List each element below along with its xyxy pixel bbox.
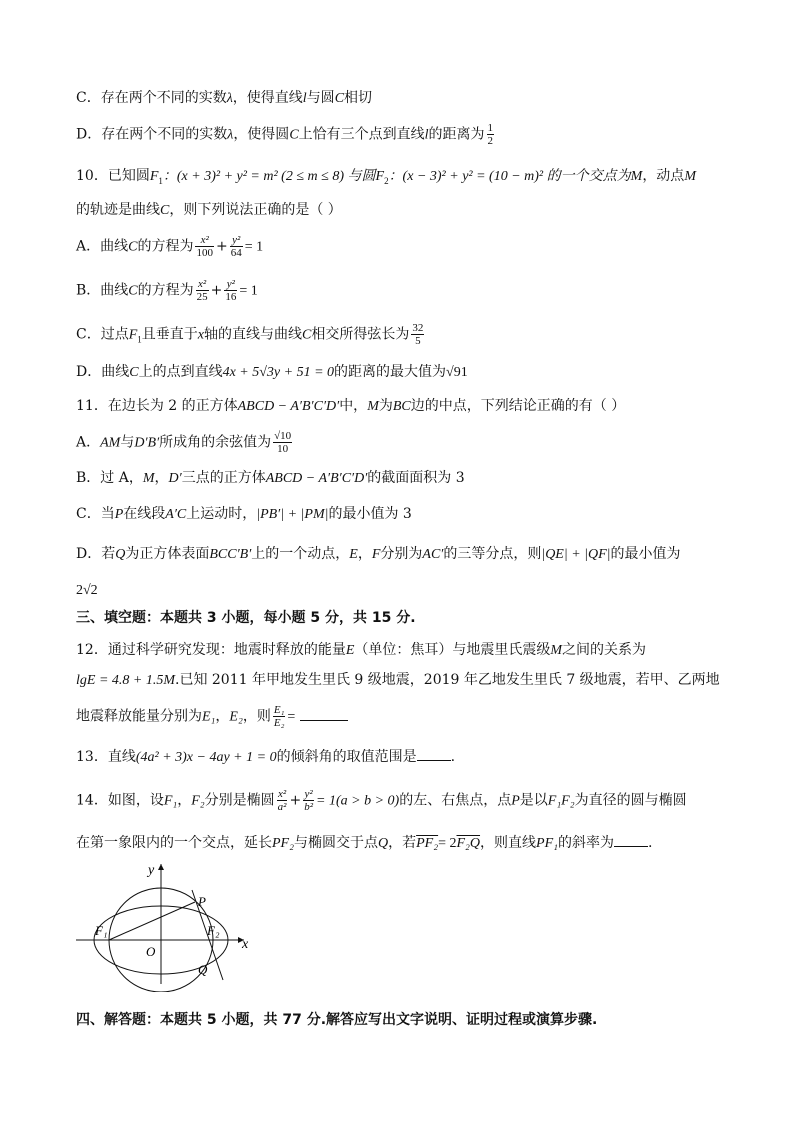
frac-den: a² xyxy=(277,801,287,813)
math: BCC′B′ xyxy=(209,547,252,562)
math: ：(x + 3)² + y² = m² (2 ≤ m ≤ 8) 与圆 xyxy=(162,169,376,184)
frac-num: x² xyxy=(195,234,214,247)
text: 12．通过科学研究发现：地震时释放的能量 xyxy=(76,642,346,658)
math: D′B′ xyxy=(134,435,160,451)
math: A′C xyxy=(165,507,187,522)
text: ， xyxy=(177,792,192,809)
math: E xyxy=(345,643,355,658)
q12-line3 xyxy=(76,704,734,729)
text: 的最小值为 xyxy=(610,546,681,562)
text: 的方程为 xyxy=(137,282,194,299)
fraction xyxy=(303,788,314,813)
frac-num: y² xyxy=(230,234,243,247)
text: 与圆 xyxy=(306,90,335,106)
text: ，则下列说法正确的是（ ） xyxy=(169,202,342,218)
text: 10．已知圆 xyxy=(76,168,150,184)
math: AM xyxy=(100,435,121,451)
frac-den: E₂ xyxy=(273,717,285,729)
frac-den: 16 xyxy=(225,291,237,303)
text: ，则直线 xyxy=(480,835,537,851)
section-3-title: 三、填空题：本题共 3 小题，每小题 5 分，共 15 分. xyxy=(76,610,416,626)
text: A．曲线 xyxy=(76,238,129,255)
math: F₁ xyxy=(163,793,178,809)
q9-option-d xyxy=(76,122,734,147)
fraction xyxy=(195,234,214,259)
math: AC′ xyxy=(422,547,444,562)
q10-stem: 10．已知圆$F_1$：(x + 3)² + y² = m² (2 ≤ m ≤ 8) 与圆$F_2$：(x − 3)² + y² = (10 − m)² 的一个交点为M，动点M xyxy=(76,168,696,186)
frac-den: 10 xyxy=(277,443,289,455)
q10-option-c: C．过点$F_1$且垂直于x轴的直线与曲线C相交所得弦长为 $\frac{32}{5}$ xyxy=(76,322,424,347)
text: 为 xyxy=(378,398,393,414)
text: 上恰有三个点到直线 xyxy=(298,126,425,143)
label-x: x xyxy=(242,937,249,952)
text: ，使得圆 xyxy=(233,126,290,143)
q10-option-d xyxy=(76,362,734,383)
math: M xyxy=(630,169,643,184)
text: C．存在两个不同的实数 xyxy=(76,90,227,106)
q11-stem xyxy=(76,396,734,417)
text: 的距离的最大值为 xyxy=(334,364,447,380)
math: P xyxy=(511,793,520,809)
text: 上的点到直线 xyxy=(138,364,223,380)
frac-num: √10 xyxy=(274,430,292,442)
text: 地震释放能量分别为 xyxy=(76,708,202,725)
math: λ xyxy=(227,127,234,143)
math: l xyxy=(302,91,307,106)
frac-den: 100 xyxy=(196,247,213,259)
frac-num: 1 xyxy=(487,122,494,134)
q14-line2 xyxy=(76,832,734,854)
text: 相切 xyxy=(344,90,373,106)
text: . xyxy=(450,749,456,765)
text: 与椭圆交于点 xyxy=(293,835,378,851)
math: l xyxy=(424,127,429,143)
text: 的斜率为 xyxy=(558,835,615,851)
label-y: y xyxy=(148,863,155,878)
text: 为直径的圆与椭圆 xyxy=(574,792,687,809)
vector: F₂Q xyxy=(456,836,481,851)
math: x xyxy=(197,327,204,343)
text: B．曲线 xyxy=(76,282,129,299)
fraction xyxy=(230,234,243,259)
text: 为正方体表面 xyxy=(125,546,210,562)
text: 的距离为 xyxy=(428,126,485,143)
text: 之间的关系为 xyxy=(562,642,647,658)
q12-line2 xyxy=(76,670,734,691)
frac-num: x² xyxy=(196,278,209,291)
text: 轴的直线与曲线 xyxy=(204,326,302,343)
text: C．过点 xyxy=(76,326,129,343)
math: M xyxy=(550,643,563,658)
text: 中， xyxy=(339,398,368,414)
q13 xyxy=(76,746,734,768)
frac-den: 64 xyxy=(230,247,242,259)
math: 4x + 5√3y + 51 = 0 xyxy=(222,365,335,380)
text: D．存在两个不同的实数 xyxy=(76,126,228,143)
text: 的左、右焦点，点 xyxy=(399,792,512,809)
text: ，使得直线 xyxy=(232,90,303,106)
text: 11．在边长为 2 的正方体 xyxy=(76,398,238,414)
math: = xyxy=(287,709,296,725)
vector: PF₂ xyxy=(416,836,439,851)
text: 的方程为 xyxy=(137,238,194,255)
q10-option-a: A．曲线C的方程为 $\frac{\text{x²}}{100}$ + $\frac{\text{y²}}{64}$ = 1 xyxy=(76,234,264,259)
frac-num: E₁ xyxy=(273,704,285,716)
math: C xyxy=(160,203,170,218)
ellipse-figure xyxy=(70,856,270,992)
label-q: Q xyxy=(198,962,208,977)
math: (4a² + 3)x − 4ay + 1 = 0 xyxy=(135,750,277,765)
text: （单位：焦耳）与地震里氏震级 xyxy=(354,642,551,658)
math: lgE = 4.8 + 1.5M xyxy=(76,673,175,688)
fraction xyxy=(273,430,292,455)
text: 相交所得弦长为 xyxy=(311,326,410,343)
section-4-title: 四、解答题：本题共 5 小题，共 77 分.解答应写出文字说明、证明过程或演算步骤. xyxy=(76,1012,598,1028)
math: = 1 xyxy=(239,283,258,299)
text: D．曲线 xyxy=(76,364,130,380)
text: 是以 xyxy=(519,792,548,809)
frac-num: y² xyxy=(224,278,237,291)
text: 边的中点，下列结论正确的有（ ） xyxy=(410,398,626,414)
math: ：(x − 3)² + y² = (10 − m)² 的一个交点为 xyxy=(388,169,631,184)
fraction xyxy=(411,322,424,347)
text: C．当 xyxy=(76,506,115,522)
math: C xyxy=(302,327,312,343)
frac-den: 25 xyxy=(196,291,208,303)
line-pf1 xyxy=(109,902,195,940)
fraction xyxy=(224,278,237,303)
frac-num: x² xyxy=(277,788,287,800)
text: . xyxy=(648,835,653,851)
math: |PB′| + |PM| xyxy=(256,507,329,522)
frac-num: y² xyxy=(304,788,313,800)
text: 且垂直于 xyxy=(141,326,198,343)
q11-option-b xyxy=(76,468,734,489)
math: ABCD − A′B′C′D′ xyxy=(265,471,368,486)
text: 在第一象限内的一个交点，延长 xyxy=(76,835,272,851)
fraction xyxy=(277,788,288,813)
answer-blank[interactable] xyxy=(614,832,648,847)
text: ， xyxy=(215,708,230,725)
math: E₁ xyxy=(202,709,216,725)
text: 分别为 xyxy=(380,546,423,562)
text: 的最小值为 3 xyxy=(328,506,412,522)
math: BC xyxy=(392,399,411,414)
q10-stem-line2 xyxy=(76,200,734,221)
text: 与 xyxy=(120,434,135,451)
text: A． xyxy=(76,434,101,451)
answer-blank[interactable] xyxy=(417,746,451,761)
math: E xyxy=(349,547,358,562)
text: B．过 A， xyxy=(76,470,143,486)
math: = 1 xyxy=(244,239,264,255)
math: = 1(a > b > 0) xyxy=(316,793,400,809)
math: = 2 xyxy=(438,836,457,851)
q12-line1 xyxy=(76,640,734,661)
text: 所成角的余弦值为 xyxy=(159,434,272,451)
text: 的截面面积为 3 xyxy=(367,470,465,486)
math: F xyxy=(128,327,138,343)
text: 的倾斜角的取值范围是 xyxy=(276,749,417,765)
fraction xyxy=(196,278,209,303)
math: C xyxy=(129,365,139,380)
text: 三点的正方体 xyxy=(181,470,266,486)
text: 分别是椭圆 xyxy=(204,792,275,809)
math: F xyxy=(149,169,159,184)
math: ABCD − A′B′C′D′ xyxy=(237,399,340,414)
math: P xyxy=(114,507,124,522)
frac-den: 5 xyxy=(415,335,421,347)
q14-line1: 14．如图，设F₁，F₂分别是椭圆 $\frac{\text{x²}}{\text{a²}}$ + $\frac{\text{y²}}{\text{b²}}$ = 1(a > b > 0)的左、右焦点，点P是以F₁F₂为直径的圆与椭圆 xyxy=(76,788,687,813)
text: .已知 2011 年甲地发生里氏 9 级地震，2019 年乙地发生里氏 7 级地震，若甲、乙两地 xyxy=(175,672,720,688)
frac-num: 32 xyxy=(412,322,424,334)
math: F₁F₂ xyxy=(547,793,575,809)
label-o: O xyxy=(146,944,156,959)
text: 的三等分点，则 xyxy=(443,546,542,562)
math: M xyxy=(684,169,696,184)
frac-den: b² xyxy=(304,801,314,813)
math: C xyxy=(128,283,138,299)
math: 2√2 xyxy=(76,583,98,598)
math: C xyxy=(128,239,138,255)
q11-option-d xyxy=(76,544,734,565)
label-f2: F₂ xyxy=(207,923,220,938)
math: F₂ xyxy=(191,793,205,809)
text: 的轨迹是曲线 xyxy=(76,202,160,218)
math: D′ xyxy=(168,471,182,486)
q10-option-b: B．曲线C的方程为 $\frac{\text{x²}}{25}$ + $\frac{\text{y²}}{16}$ = 1 xyxy=(76,278,258,303)
math: λ xyxy=(226,91,233,106)
math: F xyxy=(371,547,381,562)
text: ，动点 xyxy=(642,168,685,184)
math: PF₂ xyxy=(272,836,294,851)
answer-blank[interactable] xyxy=(300,706,348,721)
math: Q xyxy=(377,836,389,851)
text: D．若 xyxy=(76,546,116,562)
math: M xyxy=(367,399,379,414)
fraction xyxy=(487,122,495,147)
text: 上运动时， xyxy=(186,506,257,522)
math: M xyxy=(142,471,155,486)
math: C xyxy=(289,127,299,143)
text: 上的一个动点， xyxy=(251,546,350,562)
math: Q xyxy=(115,547,126,562)
text: ， xyxy=(154,470,169,486)
text: ，若 xyxy=(388,835,417,851)
q11-option-d-value xyxy=(76,580,734,601)
text: ，则 xyxy=(242,708,271,725)
math: |QE| + |QF| xyxy=(541,547,611,562)
math: √91 xyxy=(446,365,468,380)
text: 13．直线 xyxy=(76,749,136,765)
label-f1: F₁ xyxy=(95,923,108,938)
q11-option-c xyxy=(76,504,734,525)
frac-den: 2 xyxy=(487,135,494,147)
text: 在线段 xyxy=(123,506,166,522)
q11-option-a xyxy=(76,430,734,455)
q9-option-c xyxy=(76,88,734,109)
text: ， xyxy=(357,546,372,562)
fraction xyxy=(273,704,286,729)
label-p: P xyxy=(198,894,206,909)
math: F xyxy=(375,169,385,184)
math: C xyxy=(334,91,345,106)
math: PF₁ xyxy=(536,836,559,851)
math: E₂ xyxy=(229,709,243,725)
text: 14．如图，设 xyxy=(76,792,164,809)
